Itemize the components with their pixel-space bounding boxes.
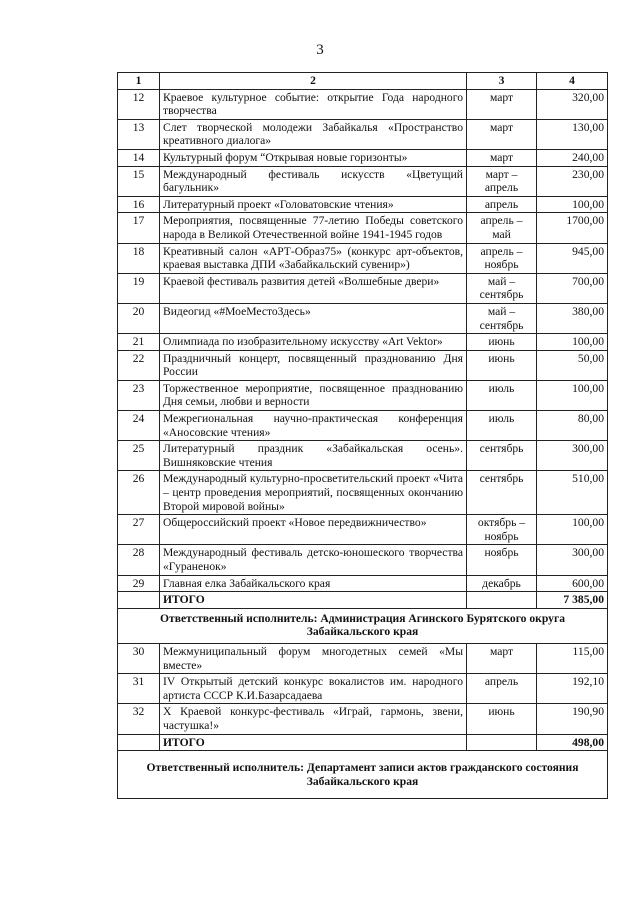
event-name: Межмуниципальный форум многодетных семей «Мы вместе» [160, 643, 467, 673]
page-number: 3 [316, 42, 324, 58]
event-amount: 700,00 [537, 273, 608, 303]
event-amount: 300,00 [537, 545, 608, 575]
event-period: март [467, 149, 537, 166]
event-amount: 320,00 [537, 89, 608, 119]
table-row [118, 674, 608, 704]
row-number: 27 [118, 515, 160, 545]
group-aginsky-total [118, 734, 608, 799]
event-amount: 100,00 [537, 334, 608, 351]
event-name: Креативный салон «АРТ-Образ75» (конкурс арт-объектов, краевая выставка ДПИ «Забайкальский сувенир») [160, 243, 467, 273]
total-label: ИТОГО [160, 734, 467, 751]
event-name: X Краевой конкурс-фестиваль «Играй, гармонь, звени, частушка!» [160, 704, 467, 734]
event-amount: 80,00 [537, 411, 608, 441]
table-row [118, 471, 608, 515]
event-period: апрель – ноябрь [467, 243, 537, 273]
event-name: Международный фестиваль искусств «Цветущий багульник» [160, 166, 467, 196]
event-name: Слет творческой молодежи Забайкалья «Пространство креативного диалога» [160, 119, 467, 149]
row-number: 19 [118, 273, 160, 303]
event-name: Краевой фестиваль развития детей «Волшебные двери» [160, 273, 467, 303]
event-amount: 115,00 [537, 643, 608, 673]
table-row [118, 545, 608, 575]
table-row [118, 166, 608, 196]
table-row [118, 89, 608, 119]
table-row [118, 119, 608, 149]
event-period: март – апрель [467, 166, 537, 196]
events-table [117, 72, 608, 799]
event-amount: 230,00 [537, 166, 608, 196]
event-period: июль [467, 411, 537, 441]
total-row [118, 592, 608, 609]
event-amount: 130,00 [537, 119, 608, 149]
event-period: апрель [467, 196, 537, 213]
event-name: Литературный проект «Головатовские чтения» [160, 196, 467, 213]
table-row [118, 273, 608, 303]
row-number: 31 [118, 674, 160, 704]
total-period-cell [467, 592, 537, 609]
table-row [118, 149, 608, 166]
event-name: Видеогид «#МоеМестоЗдесь» [160, 303, 467, 333]
row-number: 32 [118, 704, 160, 734]
event-amount: 192,10 [537, 674, 608, 704]
row-number: 14 [118, 149, 160, 166]
row-number: 17 [118, 213, 160, 243]
event-amount: 190,90 [537, 704, 608, 734]
event-name: Литературный праздник «Забайкальская осень». Вишняковские чтения [160, 441, 467, 471]
event-amount: 50,00 [537, 350, 608, 380]
event-period: сентябрь [467, 441, 537, 471]
table-row [118, 441, 608, 471]
event-name: Олимпиада по изобразительному искусству «Art Vektor» [160, 334, 467, 351]
row-number: 22 [118, 350, 160, 380]
event-amount: 600,00 [537, 575, 608, 592]
table-row [118, 643, 608, 673]
event-amount: 100,00 [537, 380, 608, 410]
section-header: Ответственный исполнитель: Департамент записи актов гражданского состояния Забайкальского края [118, 751, 608, 799]
total-num-cell [118, 592, 160, 609]
row-number: 15 [118, 166, 160, 196]
event-period: июнь [467, 350, 537, 380]
event-period: октябрь – ноябрь [467, 515, 537, 545]
row-number: 23 [118, 380, 160, 410]
table-row [118, 213, 608, 243]
event-amount: 510,00 [537, 471, 608, 515]
group-aginsky [118, 643, 608, 734]
event-period: апрель – май [467, 213, 537, 243]
event-period: июль [467, 380, 537, 410]
event-period: ноябрь [467, 545, 537, 575]
table-row [118, 704, 608, 734]
event-period: март [467, 119, 537, 149]
event-name: Праздничный концерт, посвященный празднованию Дня России [160, 350, 467, 380]
event-name: Межрегиональная научно-практическая конференция «Аносовские чтения» [160, 411, 467, 441]
row-number: 16 [118, 196, 160, 213]
header-col-2: 2 [160, 73, 467, 90]
total-amount: 7 385,00 [537, 592, 608, 609]
row-number: 13 [118, 119, 160, 149]
event-period: июнь [467, 334, 537, 351]
event-amount: 945,00 [537, 243, 608, 273]
row-number: 30 [118, 643, 160, 673]
event-name: Мероприятия, посвященные 77-летию Победы советского народа в Великой Отечественной войне 1941-1945 годов [160, 213, 467, 243]
event-period: апрель [467, 674, 537, 704]
event-period: май – сентябрь [467, 273, 537, 303]
total-num-cell [118, 734, 160, 751]
table-row [118, 243, 608, 273]
event-period: май – сентябрь [467, 303, 537, 333]
event-period: март [467, 89, 537, 119]
event-period: декабрь [467, 575, 537, 592]
row-number: 29 [118, 575, 160, 592]
header-col-3: 3 [467, 73, 537, 90]
event-name: Международный фестиваль детско-юношеского творчества «Гураненок» [160, 545, 467, 575]
event-amount: 240,00 [537, 149, 608, 166]
row-number: 12 [118, 89, 160, 119]
table-row [118, 380, 608, 410]
row-number: 20 [118, 303, 160, 333]
event-name: Главная елка Забайкальского края [160, 575, 467, 592]
event-period: сентябрь [467, 471, 537, 515]
event-amount: 100,00 [537, 196, 608, 213]
event-period: март [467, 643, 537, 673]
header-col-1: 1 [118, 73, 160, 90]
event-name: Культурный форум “Открывая новые горизонты» [160, 149, 467, 166]
event-amount: 100,00 [537, 515, 608, 545]
event-name: IV Открытый детский конкурс вокалистов им. народного артиста СССР К.И.Базарсадаева [160, 674, 467, 704]
total-label: ИТОГО [160, 592, 467, 609]
event-amount: 380,00 [537, 303, 608, 333]
table-row [118, 303, 608, 333]
row-number: 25 [118, 441, 160, 471]
event-name: Торжественное мероприятие, посвященное празднованию Дня семьи, любви и верности [160, 380, 467, 410]
row-number: 26 [118, 471, 160, 515]
table-row [118, 196, 608, 213]
row-number: 24 [118, 411, 160, 441]
table-row [118, 515, 608, 545]
section-header: Ответственный исполнитель: Администрация Агинского Бурятского округа Забайкальского края [118, 608, 608, 643]
event-amount: 300,00 [537, 441, 608, 471]
total-period-cell [467, 734, 537, 751]
group-culture-total [118, 592, 608, 644]
header-row [118, 73, 608, 90]
row-number: 21 [118, 334, 160, 351]
group-culture [118, 89, 608, 592]
header-col-4: 4 [537, 73, 608, 90]
table-row [118, 411, 608, 441]
section-header-row [118, 608, 608, 643]
table-row [118, 334, 608, 351]
event-name: Международный культурно-просветительский проект «Чита – центр проведения мероприятий, посвященных окончанию Второй мировой войны» [160, 471, 467, 515]
section-header-row [118, 751, 608, 799]
table-row [118, 350, 608, 380]
total-row [118, 734, 608, 751]
total-amount: 498,00 [537, 734, 608, 751]
event-name: Общероссийский проект «Новое передвижничество» [160, 515, 467, 545]
event-amount: 1700,00 [537, 213, 608, 243]
row-number: 18 [118, 243, 160, 273]
table-row [118, 575, 608, 592]
row-number: 28 [118, 545, 160, 575]
event-name: Краевое культурное событие: открытие Года народного творчества [160, 89, 467, 119]
event-period: июнь [467, 704, 537, 734]
